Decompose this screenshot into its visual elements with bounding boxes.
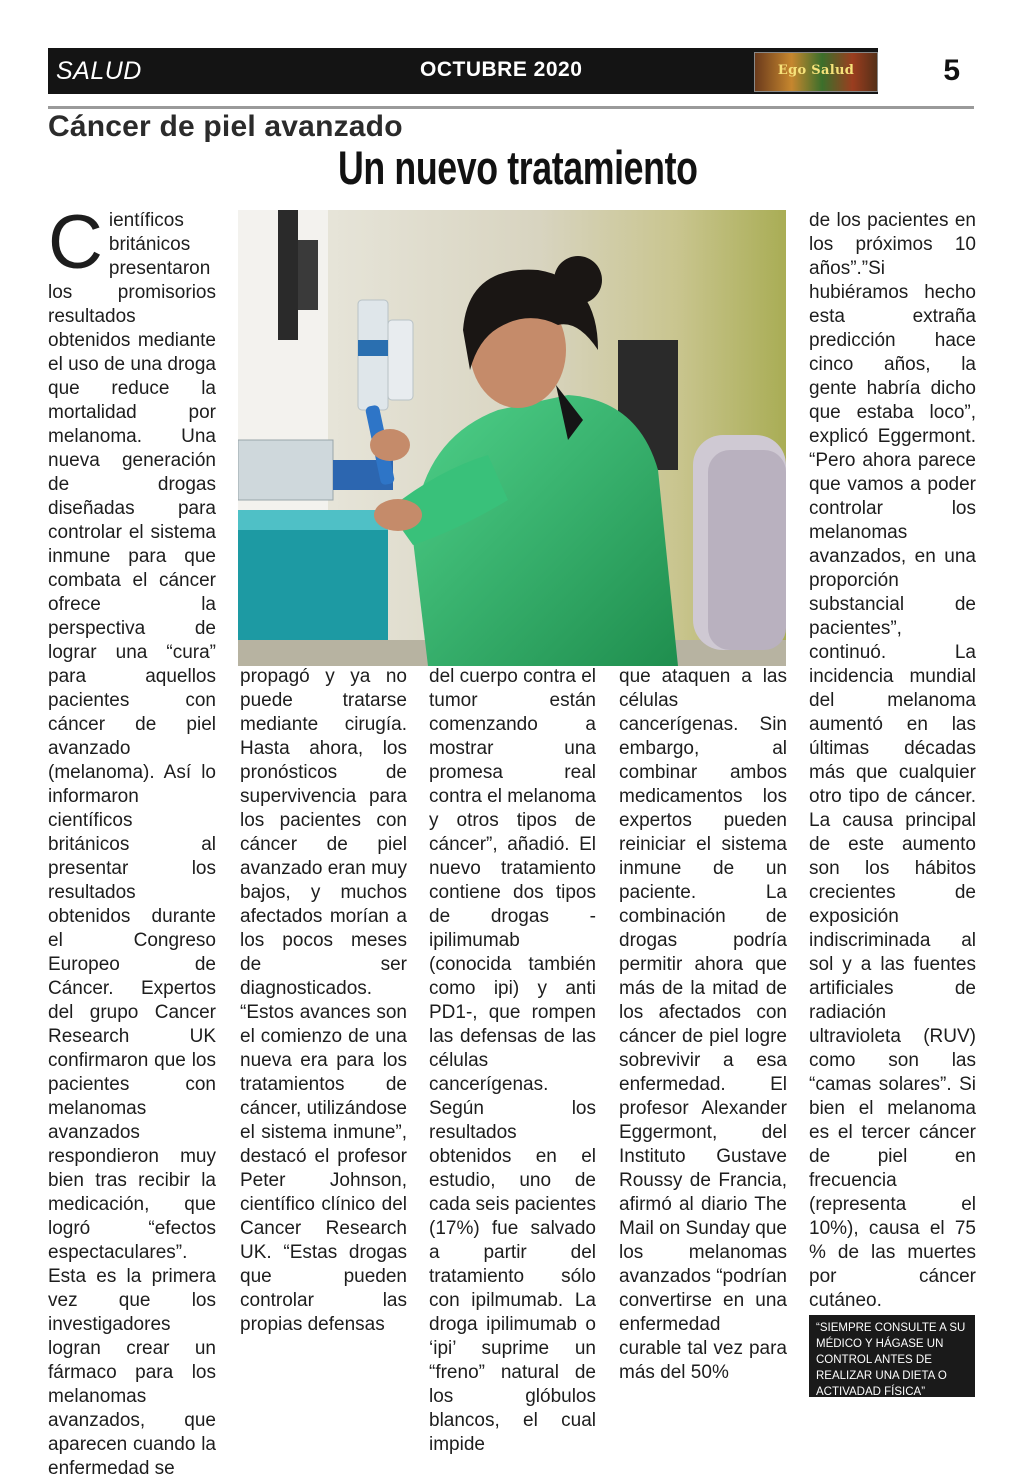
- lab-photo: [238, 210, 786, 666]
- article-headline: Un nuevo tratamiento: [338, 141, 698, 194]
- article-kicker: Cáncer de piel avanzado: [48, 110, 403, 143]
- column-1-text: ientíficos británicos presentaron los promisorios resultados obtenidos mediante el uso de una droga que reduce la mortalidad por melanoma. Una nueva generación de drogas diseñadas para controlar el sistema inmune para que combata el cáncer ofrece la perspectiva de lograr una “cura” para aquellos pacientes con cáncer de piel avanzado (melanoma). Así lo informaron científicos británicos al presentar los resultados obtenidos durante el Congreso Europeo de Cáncer. Expertos del grupo Cancer Research UK confirmaron que los pacientes con melanomas avanzados respondieron muy bien tras recibir la medicación, que logró “efectos espectaculares”. Esta es la primera vez que los investigadores logran crear un fármaco para los melanomas avanzados, que aparecen cuando la enfermedad se: [48, 210, 216, 1479]
- page-number-box: [878, 48, 974, 94]
- article-column-4: que ataquen a las células cancerígenas. Sin embargo, al combinar ambos medicamentos los expertos pueden reiniciar el sistema inmune de un paciente. La combinación de drogas podría permitir ahora que más de la mitad de los afectados con cáncer de piel logre sobrevivir a esa enfermedad. El profesor Alexander Eggermont, del Instituto Gustave Roussy de Francia, afirmó al diario The Mail on Sunday que los melanomas avanzados “podrían convertirse en una enfermedad curable tal vez para más del 50%: [619, 666, 787, 1383]
- magazine-logo: [754, 52, 878, 92]
- scientist-pipetting-illustration: [238, 210, 786, 666]
- article-column-1: [48, 200, 216, 1481]
- section-name: SALUD: [56, 57, 142, 85]
- page-number: 5: [943, 54, 960, 87]
- page-header: [48, 48, 974, 94]
- health-disclaimer-box: “SIEMPRE CONSULTE A SU MÉDICO Y HÁGASE UN CONTROL ANTES DE REALIZAR UNA DIETA O ACTIVADAD FÍSICA”: [809, 1315, 975, 1397]
- article-column-5: de los pacientes en los próximos 10 años”.”Si hubiéramos hecho esta extraña predicción hace cinco años, la gente habría dicho que estaba loco”, explicó Eggermont. “Pero ahora parece que vamos a poder controlar los melanomas avanzados, en una proporción substancial de pacientes”, continuó. La incidencia mundial del melanoma aumentó en las últimas décadas más que cualquier otro tipo de cáncer. La causa principal de este aumento son los hábitos crecientes de exposición indiscriminada al sol y a las fuentes artificiales de radiación ultravioleta (RUV) como son las “camas solares”. Si bien el melanoma es el tercer cáncer de piel en frecuencia (representa el 10%), causa el 75 % de las muertes por cáncer cutáneo.: [809, 210, 976, 1311]
- article-column-3: del cuerpo contra el tumor están comenzando a mostrar una promesa real contra el melanoma y otros tipos de cáncer”, añadió. El nuevo tratamiento contiene dos tipos de drogas -ipilimumab (conocida también como ipi) y anti PD1-, que rompen las defensas de las células cancerígenas. Según los resultados obtenidos en el estudio, uno de cada seis pacientes (17%) fue salvado a partir del tratamiento sólo con ipilmumab. La droga ipilimumab o ‘ipi’ suprime un “freno” natural de los glóbulos blancos, el cual impide: [429, 666, 596, 1455]
- header-rule: [48, 106, 974, 109]
- article-column-2: propagó y ya no puede tratarse mediante cirugía. Hasta ahora, los pronósticos de supervivencia para los pacientes con cáncer de piel avanzado eran muy bajos, y muchos afectados morían a los pocos meses de ser diagnosticados. “Estos avances son el comienzo de una nueva era para los tratamientos de cáncer, utilizándose el sistema inmune”, destacó el profesor Peter Johnson, científico clínico del Cancer Research UK. “Estas drogas que pueden controlar las propias defensas: [240, 666, 407, 1335]
- issue-date: OCTUBRE 2020: [420, 58, 583, 81]
- logo-text: Ego Salud: [777, 63, 855, 78]
- drop-cap: C: [48, 200, 103, 285]
